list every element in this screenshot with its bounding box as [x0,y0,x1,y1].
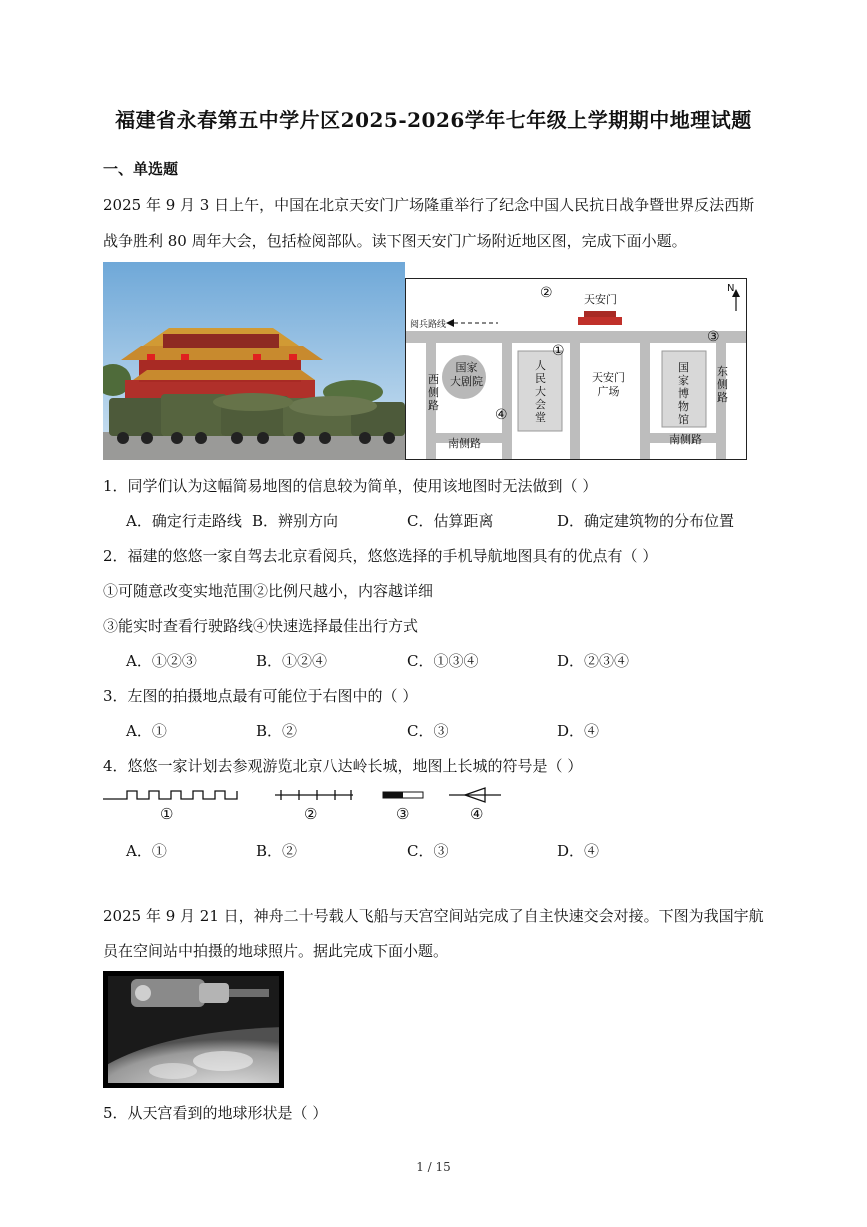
symbol-label-3: ③ [396,805,410,823]
map-label-south-road-east: 南侧路 [669,433,702,446]
scale-bar-symbol [383,792,423,798]
map-marker-1: ① [552,343,565,359]
q3-option-d[interactable]: D．④ [557,722,600,740]
q1-option-a[interactable]: A．确定行走路线 [126,512,242,530]
map-label-review-route: 阅兵路线 [410,320,447,330]
map-label-theatre: 国家 大剧院 [450,361,483,388]
intro-paragraph-line: 2025 年 9 月 3 日上午，中国在北京天安门广场隆重举行了纪念中国人民抗日战争暨世界反法西斯 [103,196,755,214]
map-marker-3: ③ [707,329,720,345]
q2-option-c[interactable]: C．①③④ [407,652,479,670]
symbol-label-4: ④ [470,805,484,823]
q4-option-a[interactable]: A．① [126,842,167,860]
q3-option-c[interactable]: C．③ [407,722,449,740]
symbol-label-2: ② [304,805,318,823]
tiananmen-parade-photo [103,262,405,460]
north-label: N [727,283,735,294]
question-5-stem: 5．从天宫看到的地球形状是（ ） [103,1104,328,1122]
map-label-west-road: 西 侧 路 [428,373,439,412]
symbol-label-1: ① [160,805,174,823]
q2-statements-line: ③能实时查看行驶路线④快速选择最佳出行方式 [103,617,419,635]
map-label-square: 天安门 广场 [592,371,625,398]
q2-option-d[interactable]: D．②③④ [557,652,630,670]
section-heading: 一、单选题 [103,160,179,178]
intro-paragraph-line: 战争胜利 80 周年大会，包括检阅部队。读下图天安门广场附近地区图，完成下面小题。 [103,232,687,250]
map-label-great-hall: 人 民 大 会 堂 [535,359,546,424]
q2-option-b[interactable]: B．①②④ [256,652,328,670]
q1-option-b[interactable]: B．辨别方向 [252,512,339,530]
question-4-stem: 4．悠悠一家计划去参观游览北京八达岭长城，地图上长城的符号是（ ） [103,757,583,775]
map-label-tiananmen: 天安门 [584,293,617,306]
map-label-south-road-west: 南侧路 [448,437,481,450]
q4-option-d[interactable]: D．④ [557,842,600,860]
q4-option-c[interactable]: C．③ [407,842,449,860]
map-label-east-road: 东 侧 路 [717,365,728,404]
tiananmen-area-map [405,278,747,460]
map-symbols [103,787,503,803]
great-wall-symbol [103,791,237,799]
question-2-stem: 2．福建的悠悠一家自驾去北京看阅兵，悠悠选择的手机导航地图具有的优点有（ ） [103,547,658,565]
railway-symbol [275,790,353,800]
earth-from-space-station-photo [103,971,284,1088]
q2-statements-line: ①可随意改变实地范围②比例尺越小，内容越详细 [103,582,434,600]
q4-option-b[interactable]: B．② [256,842,298,860]
page-number: 1 / 15 [416,1160,451,1174]
intro-paragraph-line: 员在空间站中拍摄的地球照片。据此完成下面小题。 [103,942,449,960]
map-label-museum: 国 家 博 物 馆 [678,361,689,426]
question-1-stem: 1．同学们认为这幅简易地图的信息较为简单，使用该地图时无法做到（ ） [103,477,598,495]
q1-option-c[interactable]: C．估算距离 [407,512,494,530]
arrow-symbol [449,788,501,802]
q1-option-d[interactable]: D．确定建筑物的分布位置 [557,512,735,530]
page-title: 福建省永春第五中学片区2025-2026学年七年级上学期期中地理试题 [115,108,752,132]
q3-option-a[interactable]: A．① [126,722,167,740]
map-marker-2: ② [540,285,553,301]
question-3-stem: 3．左图的拍摄地点最有可能位于右图中的（ ） [103,687,418,705]
q2-option-a[interactable]: A．①②③ [126,652,197,670]
intro-paragraph-line: 2025 年 9 月 21 日，神舟二十号载人飞船与天宫空间站完成了自主快速交会对接。下图为我国宇航 [103,907,764,925]
q3-option-b[interactable]: B．② [256,722,298,740]
map-marker-4: ④ [495,407,508,423]
